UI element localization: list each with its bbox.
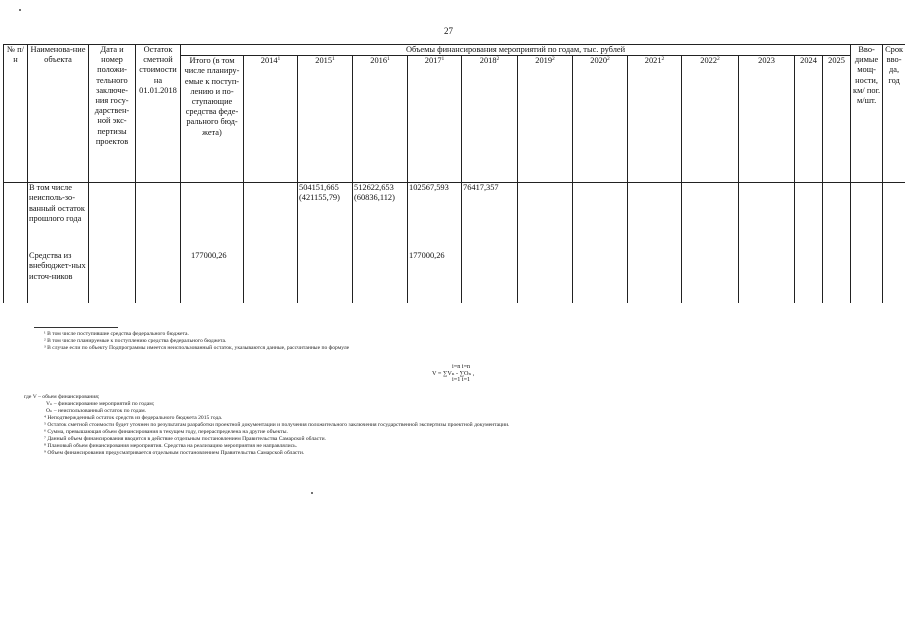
year-label: 2019 (535, 56, 552, 66)
row-name-cell: В том числе неисполь-зо-ванный остаток прошлого года (28, 183, 89, 252)
empty-cell (573, 183, 628, 252)
footnote-4: ⁴ Неподтвержденный остаток средств из федерального бюджета 2015 года. (44, 415, 223, 421)
row-2018-cell: 76417,357 (462, 183, 518, 252)
row-remainder-cell (136, 251, 181, 303)
row-date-cell (89, 183, 136, 252)
col-term-header: Срок вво-да, год (883, 45, 905, 183)
year-footnote-mark: 2 (552, 56, 555, 63)
scan-mark (311, 492, 313, 494)
year-label: 2021 (644, 56, 662, 66)
formula-lower-limits: i=1 i=1 (452, 376, 471, 383)
empty-cell (628, 251, 682, 303)
formula-vn: Vₙ – финансирование мероприятий по годам; (46, 401, 155, 407)
empty-cell (795, 183, 823, 252)
year-header-2015 (298, 56, 353, 183)
formula-upper-limits: i=n i=n (452, 363, 471, 370)
empty-cell (851, 251, 883, 303)
footnote-1: ¹ В том числе поступившие средства федерального бюджета. (44, 331, 189, 337)
empty-cell (628, 183, 682, 252)
year-footnote-mark: 2 (607, 56, 610, 63)
row-date-cell (89, 251, 136, 303)
col-date-header: Дата и номер положи-тельного заключе-ния госу-дарствен-ной экс-пертизы проектов (89, 45, 136, 183)
year-label: 2014 (260, 56, 278, 66)
footnote-8: ⁸ Плановый объем финансирования мероприятия. Средства на реализацию мероприятия не направлялись. (44, 443, 298, 449)
footnote-separator (34, 327, 118, 328)
value-2016: 512622,653 (354, 183, 394, 193)
formula-main: V = ∑Vₙ - ∑Oₙ , (432, 369, 475, 377)
year-header-2016 (353, 56, 408, 183)
row-2018-cell (462, 251, 518, 303)
empty-cell (795, 251, 823, 303)
year-label: 2023 (758, 56, 775, 66)
year-footnote-mark: 2 (496, 56, 500, 63)
footnote-7: ⁷ Данный объем финансирования вводится в действие отдельным постановлением Правительства Самарской области. (44, 436, 326, 442)
row-total-cell (181, 183, 244, 252)
empty-cell (682, 251, 739, 303)
formula-where: где V – объем финансирования; (24, 394, 100, 400)
year-footnote-mark: 1 (387, 56, 390, 63)
value-2015-federal: (421155,79) (299, 193, 340, 203)
year-footnote-mark: 2 (717, 56, 720, 63)
empty-cell (739, 251, 795, 303)
year-footnote-mark: 2 (661, 56, 665, 63)
footnote-3: ³ В случае если по объекту Подпрограммы имеется неиспользованный остаток, указываются данные, рассчитанные по формуле (44, 345, 350, 351)
year-label: 2024 (800, 56, 817, 66)
year-label: 2022 (700, 56, 717, 66)
funding-table (3, 44, 905, 303)
footnote-5: ⁵ Остаток сметной стоимости будет уточнен по результатам разработки проектной документации и получения положительного заключения государственной экспертизы проектной документации. (44, 422, 510, 428)
year-footnote-mark: 1 (277, 56, 281, 63)
row-number-cell (4, 183, 28, 252)
row-2014-cell (244, 251, 298, 303)
year-label: 2018 (479, 56, 497, 66)
empty-cell (883, 251, 905, 303)
col-remainder-header: Остаток сметной стоимости на 01.01.2018 (136, 45, 181, 183)
row-name-cell: Средства из внебюджет-ных источ-ников (28, 251, 89, 303)
year-label: 2025 (828, 56, 845, 66)
empty-cell (573, 251, 628, 303)
row-total-cell: 177000,26 (181, 251, 244, 303)
year-header-2022 (682, 56, 739, 183)
row-2016-cell (353, 183, 408, 252)
empty-cell (739, 183, 795, 252)
col-name-header: Наименова-ние объекта (28, 45, 89, 183)
row-2017-cell: 102567,593 (408, 183, 462, 252)
empty-cell (823, 251, 851, 303)
year-header-2024 (795, 56, 823, 183)
year-header-2018 (462, 56, 518, 183)
funding-group-header: Объемы финансирования мероприятий по годам, тыс. рублей (181, 45, 851, 56)
year-header-2023 (739, 56, 795, 183)
formula (432, 364, 474, 384)
footnote-6: ⁶ Сумма, превышающая объем финансирования в текущем году, перераспределена на другие объекты. (44, 429, 288, 435)
formula-on: Oₙ – неиспользованный остаток по годам. (46, 408, 147, 414)
row-2017-cell: 177000,26 (408, 251, 462, 303)
row-2015-cell (298, 251, 353, 303)
year-footnote-mark: 1 (441, 56, 445, 63)
empty-cell (518, 183, 573, 252)
col-capacity-header: Вво-димые мощ-ности, км/ пог. м/шт. (851, 45, 883, 183)
row-2015-cell (298, 183, 353, 252)
year-header-2017 (408, 56, 462, 183)
value-2015: 504151,665 (299, 183, 339, 193)
year-label: 2015 (315, 56, 332, 66)
year-header-2025 (823, 56, 851, 183)
year-header-2021 (628, 56, 682, 183)
year-header-2014 (244, 56, 298, 183)
scan-mark (19, 9, 21, 11)
row-2016-cell (353, 251, 408, 303)
empty-cell (883, 183, 905, 252)
year-header-2019 (518, 56, 573, 183)
empty-cell (518, 251, 573, 303)
footnote-2: ² В том числе планируемые к поступлению средства федерального бюджета. (44, 338, 227, 344)
year-label: 2016 (370, 56, 387, 66)
col-number-header: № п/н (4, 45, 28, 183)
footnote-9: ⁹ Объем финансирования предусматривается отдельным постановлением Правительства Самарской области. (44, 450, 305, 456)
year-label: 2017 (424, 56, 442, 66)
empty-cell (682, 183, 739, 252)
row-2014-cell (244, 183, 298, 252)
year-footnote-mark: 1 (332, 56, 335, 63)
year-header-2020 (573, 56, 628, 183)
row-number-cell (4, 251, 28, 303)
col-total-header: Итого (в том числе планиру-емые к поступ-лению и по-ступающие средства феде-рального бюд-жета) (181, 56, 244, 183)
value-2016-federal: (60836,112) (354, 193, 395, 203)
empty-cell (823, 183, 851, 252)
year-label: 2020 (590, 56, 607, 66)
row-remainder-cell (136, 183, 181, 252)
page-number: 27 (444, 26, 453, 36)
empty-cell (851, 183, 883, 252)
